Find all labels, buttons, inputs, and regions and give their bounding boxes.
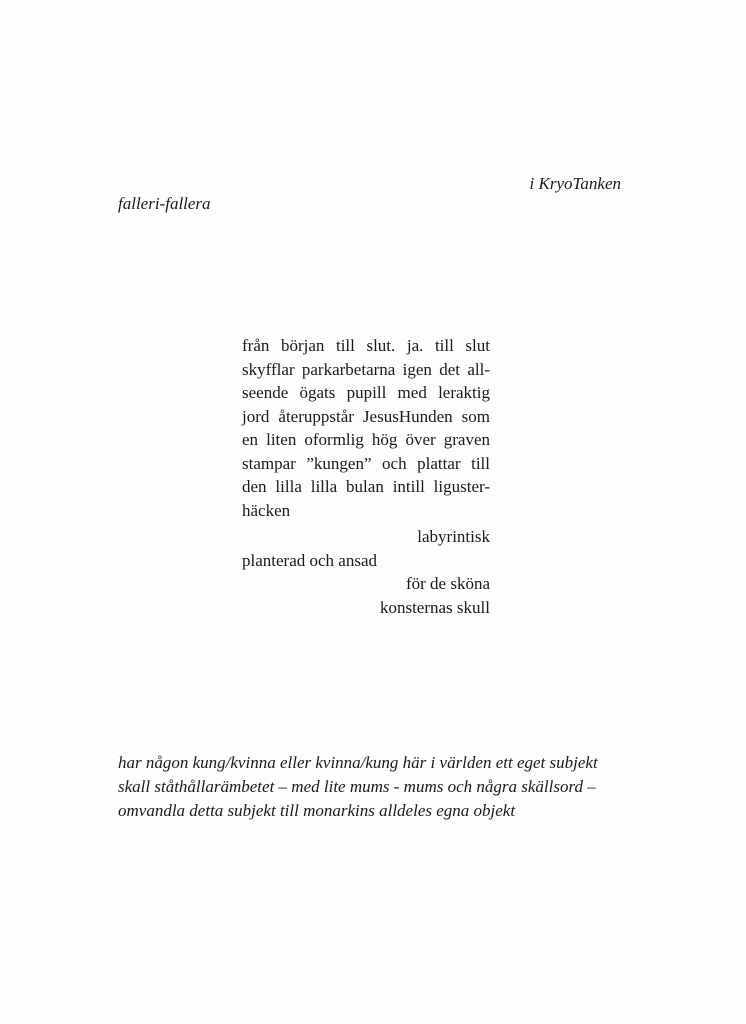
poem-line: häcken [242, 500, 291, 520]
poem-line: jord återuppstår JesusHunden som [242, 406, 490, 426]
poem-line: stampar ”kungen” och plattar till [242, 453, 490, 473]
poem-line-labyrintisk: labyrintisk [417, 527, 490, 546]
footer-line: skall ståthållarämbetet – med lite mums - mums och några skällsord – [118, 777, 596, 796]
footer-verse [118, 751, 628, 823]
poem-block [242, 334, 490, 619]
poem-line-konsternas: konsternas skull [379, 597, 490, 617]
heading-falleri-fallera: falleri-fallera [118, 194, 211, 213]
poem-line-for-de-skona: för de sköna [405, 574, 490, 593]
footer-line: omvandla detta subjekt till monarkins alldeles egna objekt [118, 801, 516, 820]
poem-line: seende ögats pupill med leraktig [242, 383, 490, 402]
poem-line: skyfflar parkarbetarna igen det all- [242, 359, 490, 379]
poem-line: från början till slut. ja. till slut [242, 336, 490, 355]
poem-line: den lilla lilla bulan intill liguster- [242, 477, 490, 496]
poem-line-planterad: planterad och ansad [242, 550, 377, 570]
heading-kryotanken: i KryoTanken [529, 174, 621, 193]
poem-line: en liten oformlig hög över graven [242, 430, 490, 449]
footer-line: har någon kung/kvinna eller kvinna/kung här i världen ett eget subjekt [118, 753, 598, 772]
